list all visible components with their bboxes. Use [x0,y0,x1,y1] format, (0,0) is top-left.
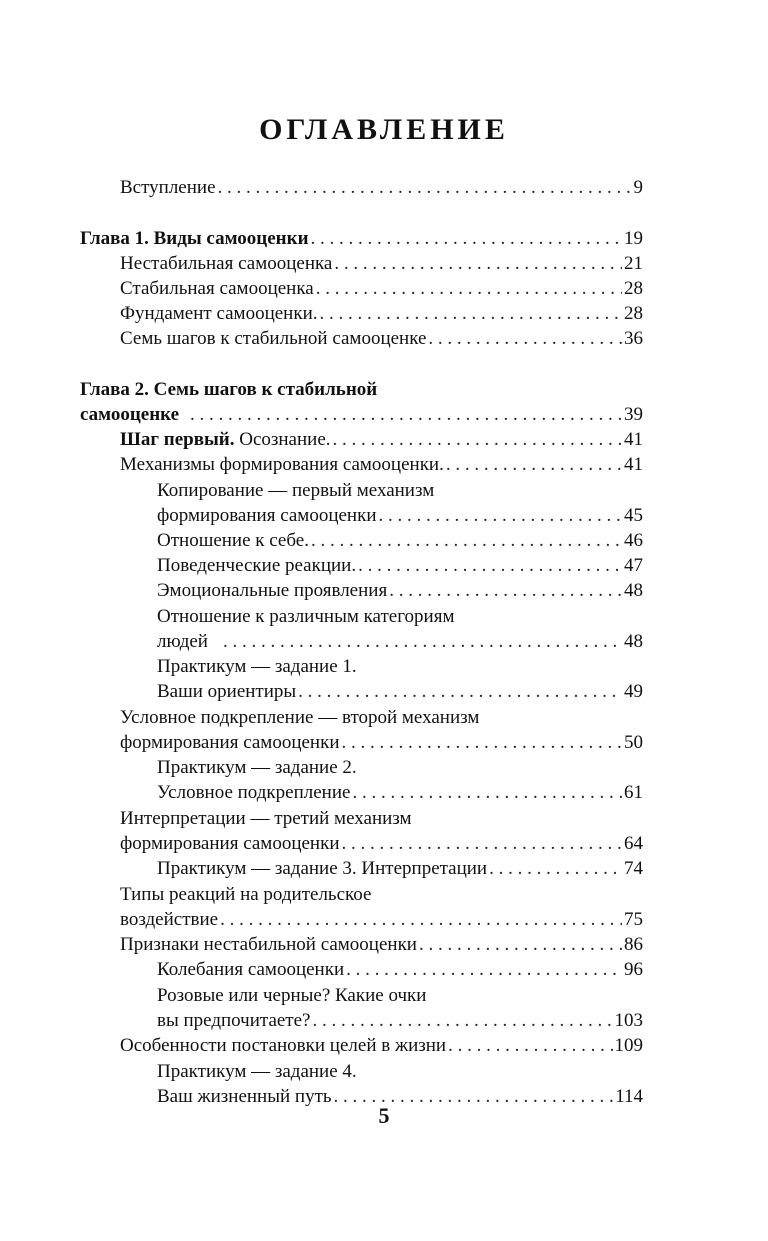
toc-entry[interactable] [157,654,643,679]
toc-entry[interactable] [157,780,643,805]
toc-entry-page: 36 [624,328,643,349]
toc-entry[interactable] [120,907,643,932]
toc-entry-title: Нестабильная самооценка [120,253,333,274]
toc-entry-title: людей [157,631,208,652]
leader-dots [341,831,622,856]
toc-entry-title [120,427,331,452]
toc-entry-page: 41 [624,429,643,450]
toc-entry[interactable] [157,983,643,1008]
toc-entry[interactable] [157,679,643,704]
leader-dots [446,452,622,477]
toc-entry-page: 46 [624,530,643,551]
toc-entry-title: Глава 2. Семь шагов к стабильной [80,379,378,400]
toc-entry-title: Вступление [120,177,216,198]
toc-entry[interactable] [157,629,643,654]
leader-dots [298,679,622,704]
toc-entry[interactable] [120,452,643,477]
toc-entry[interactable] [120,705,643,730]
toc-entry-page: 96 [624,959,643,980]
toc-entry[interactable] [157,553,643,578]
toc-chapter[interactable] [80,402,643,427]
toc-entry-page: 86 [624,934,643,955]
toc-entry-page: 41 [624,454,643,475]
leader-dots [223,629,622,654]
toc-entry[interactable] [120,175,643,200]
toc-entry-title: Практикум — задание 3. Интерпретации [157,858,488,879]
toc-entry-title: формирования самооценки [120,833,340,854]
toc-entry-title: Стабильная самооценка [120,278,314,299]
toc-entry-title: формирования самооценки [157,505,377,526]
toc-entry-title: Поведенческие реакции. [157,555,357,576]
toc-entry-title: Интерпретации — третий механизм [120,808,412,829]
toc-entry-page: 75 [624,909,643,930]
toc-entry[interactable] [120,326,643,351]
toc-entry[interactable] [157,503,643,528]
toc-entry[interactable] [157,578,643,603]
toc-entry[interactable] [120,831,643,856]
toc-entry-page: 47 [624,555,643,576]
toc-entry[interactable] [157,755,643,780]
toc-entry[interactable] [120,251,643,276]
toc-entry[interactable] [157,604,643,629]
leader-dots [389,578,622,603]
toc-chapter[interactable] [80,226,643,251]
toc-entry-title: вы предпочитаете? [157,1010,311,1031]
toc-entry-title: Ваш жизненный путь [157,1086,332,1107]
toc-entry-page: 74 [624,858,643,879]
leader-dots [218,175,632,200]
toc-entry-page: 49 [624,681,643,702]
leader-dots [316,276,622,301]
toc-entry[interactable] [120,276,643,301]
leader-dots [428,326,622,351]
toc-entry-page: 9 [633,177,643,198]
toc-entry-page: 50 [624,732,643,753]
toc-entry-page: 39 [624,404,643,425]
toc-entry[interactable] [120,1033,643,1058]
toc-entry-title: Практикум — задание 2. [157,757,357,778]
toc-entry-page: 64 [624,833,643,854]
toc-entry-title: Особенности постановки целей в жизни [120,1035,447,1056]
toc-entry[interactable] [120,806,643,831]
toc-entry-title: Розовые или черные? Какие очки [157,985,427,1006]
step-title: Осознание. [234,429,331,450]
toc-entry-title: Типы реакций на родительское [120,884,372,905]
leader-dots [346,957,622,982]
toc-entry-title: Колебания самооценки [157,959,345,980]
toc-entry-title: Условное подкрепление — второй механизм [120,707,480,728]
toc-entry[interactable] [120,301,643,326]
page-title: ОГЛАВЛЕНИЕ [259,113,509,146]
toc-entry[interactable] [157,1008,643,1033]
toc-entry[interactable] [120,932,643,957]
toc-entry-page: 103 [614,1010,643,1031]
toc-entry-title: Отношение к себе. [157,530,309,551]
toc-entry-title: Ваши ориентиры [157,681,297,702]
leader-dots [311,528,622,553]
toc-entry-title: Признаки нестабильной самооценки [120,934,417,955]
page-number: 5 [378,1103,390,1128]
leader-dots [190,402,622,427]
toc-entry[interactable] [157,856,643,881]
leader-dots [341,730,622,755]
leader-dots [352,780,622,805]
toc-entry[interactable] [157,478,643,503]
leader-dots [312,1008,612,1033]
leader-dots [448,1033,612,1058]
toc-entry-page: 114 [615,1086,643,1107]
toc-entry-page: 28 [624,278,643,299]
toc-entry-title: Эмоциональные проявления [157,580,388,601]
toc-entry-title: Глава 1. Виды самооценки [80,228,309,249]
toc-entry-title: Условное подкрепление [157,782,351,803]
leader-dots [311,226,622,251]
toc-entry-title: самооценке [80,404,180,425]
toc-entry-page: 28 [624,303,643,324]
leader-dots [334,251,622,276]
toc-chapter[interactable] [80,377,643,402]
toc-entry[interactable] [157,1059,643,1084]
toc-entry-title: Семь шагов к стабильной самооценке [120,328,427,349]
toc-entry-title: воздействие [120,909,219,930]
toc-entry[interactable] [120,730,643,755]
toc-entry[interactable] [157,528,643,553]
toc-entry-title: Отношение к различным категориям [157,606,455,627]
toc-entry[interactable] [157,957,643,982]
toc-entry-page: 21 [624,253,643,274]
toc-entry-page: 109 [614,1035,643,1056]
toc-entry[interactable] [120,882,643,907]
toc-entry-title: Механизмы формирования самооценки. [120,454,444,475]
toc-entry-title: Практикум — задание 1. [157,656,357,677]
toc-entry-title: Фундамент самооценки. [120,303,318,324]
leader-dots [320,301,623,326]
toc-entry-title: Копирование — первый механизм [157,480,435,501]
leader-dots [419,932,622,957]
leader-dots [220,907,622,932]
toc-entry-title: формирования самооценки [120,732,340,753]
leader-dots [489,856,622,881]
toc-entry-page: 48 [624,580,643,601]
toc-entry[interactable] [120,427,643,452]
step-label: Шаг первый. [120,429,235,450]
toc-entry-title: Практикум — задание 4. [157,1061,357,1082]
leader-dots [333,427,622,452]
leader-dots [378,503,622,528]
toc-entry-page: 45 [624,505,643,526]
leader-dots [358,553,622,578]
toc-entry-page: 19 [624,228,643,249]
toc-entry-page: 61 [624,782,643,803]
toc-entry-page: 48 [624,631,643,652]
